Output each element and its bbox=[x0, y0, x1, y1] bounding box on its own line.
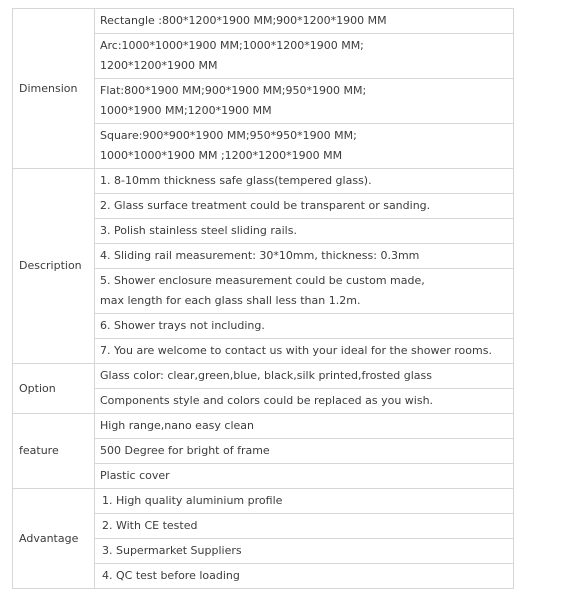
spec-value bbox=[95, 414, 514, 439]
spec-value bbox=[95, 219, 514, 244]
spec-value-line: 4. Sliding rail measurement: 30*10mm, thickness: 0.3mm bbox=[100, 249, 420, 262]
spec-value-line: Square:900*900*1900 MM;950*950*1900 MM; bbox=[100, 129, 357, 142]
spec-table-body bbox=[13, 9, 514, 589]
spec-value bbox=[95, 314, 514, 339]
category-label: feature bbox=[13, 414, 95, 489]
spec-value-line: 5. Shower enclosure measurement could be custom made, bbox=[100, 274, 425, 287]
spec-value bbox=[95, 539, 514, 564]
spec-value bbox=[95, 489, 514, 514]
spec-value bbox=[95, 364, 514, 389]
spec-value bbox=[95, 464, 514, 489]
spec-value-line: 3. Supermarket Suppliers bbox=[102, 544, 242, 557]
spec-value-line: 1000*1000*1900 MM ;1200*1200*1900 MM bbox=[100, 149, 343, 162]
category-label: Description bbox=[13, 169, 95, 364]
spec-value-line: Plastic cover bbox=[100, 469, 170, 482]
spec-value-line: 6. Shower trays not including. bbox=[100, 319, 265, 332]
spec-value-line: High range,nano easy clean bbox=[100, 419, 254, 432]
spec-value-line: 7. You are welcome to contact us with your ideal for the shower rooms. bbox=[100, 344, 492, 357]
spec-value bbox=[95, 514, 514, 539]
spec-value-line: 2. Glass surface treatment could be transparent or sanding. bbox=[100, 199, 431, 212]
spec-value-line: Flat:800*1900 MM;900*1900 MM;950*1900 MM; bbox=[100, 84, 367, 97]
spec-row bbox=[13, 414, 514, 439]
spec-value-line: Components style and colors could be replaced as you wish. bbox=[100, 394, 434, 407]
spec-row bbox=[13, 169, 514, 194]
spec-value-line: Rectangle :800*1200*1900 MM;900*1200*1900 MM bbox=[100, 14, 387, 27]
spec-value-line: 500 Degree for bright of frame bbox=[100, 444, 270, 457]
spec-value bbox=[95, 269, 514, 314]
spec-value-line: Glass color: clear,green,blue, black,silk printed,frosted glass bbox=[100, 369, 432, 382]
spec-value-line: Arc:1000*1000*1900 MM;1000*1200*1900 MM; bbox=[100, 39, 364, 52]
category-label: Option bbox=[13, 364, 95, 414]
spec-row bbox=[13, 364, 514, 389]
spec-value bbox=[95, 169, 514, 194]
spec-value-line: 2. With CE tested bbox=[102, 519, 198, 532]
spec-value bbox=[95, 389, 514, 414]
spec-value-line: 1000*1900 MM;1200*1900 MM bbox=[100, 104, 272, 117]
spec-value bbox=[95, 564, 514, 589]
spec-value bbox=[95, 79, 514, 124]
spec-value-line: max length for each glass shall less than 1.2m. bbox=[100, 294, 361, 307]
spec-value bbox=[95, 244, 514, 269]
spec-value bbox=[95, 339, 514, 364]
spec-value bbox=[95, 9, 514, 34]
spec-row bbox=[13, 489, 514, 514]
spec-row bbox=[13, 9, 514, 34]
category-label: Dimension bbox=[13, 9, 95, 169]
spec-value bbox=[95, 34, 514, 79]
spec-value-line: 1. High quality aluminium profile bbox=[102, 494, 283, 507]
spec-value-line: 3. Polish stainless steel sliding rails. bbox=[100, 224, 297, 237]
spec-value-line: 4. QC test before loading bbox=[102, 569, 240, 582]
spec-value bbox=[95, 194, 514, 219]
spec-value bbox=[95, 439, 514, 464]
spec-value bbox=[95, 124, 514, 169]
spec-table bbox=[12, 8, 514, 589]
category-label: Advantage bbox=[13, 489, 95, 589]
spec-value-line: 1200*1200*1900 MM bbox=[100, 59, 218, 72]
spec-value-line: 1. 8-10mm thickness safe glass(tempered glass). bbox=[100, 174, 372, 187]
